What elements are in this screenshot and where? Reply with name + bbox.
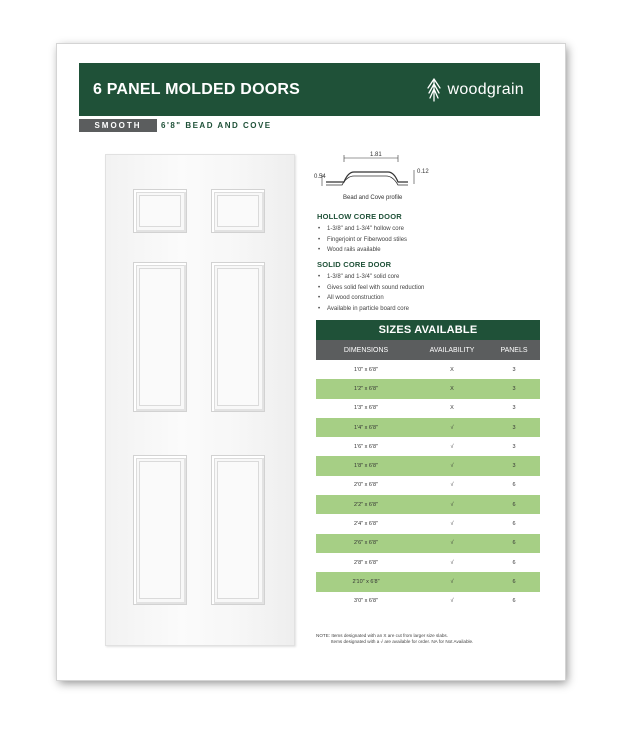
dimension-cell: 1'8" x 6'8" (353, 463, 379, 470)
dimension-cell: 2'4" x 6'8" (353, 521, 379, 528)
availability-cell: √ (450, 443, 454, 450)
pine-tree-icon (427, 78, 441, 102)
table-row (316, 495, 540, 514)
column-header-panels: PANELS (500, 346, 528, 354)
solid-core-section (317, 260, 542, 314)
profile-width-label: 1.81 (370, 152, 382, 158)
page-title: 6 PANEL MOLDED DOORS (93, 81, 300, 98)
profile-caption: Bead and Cove profile (343, 195, 403, 201)
dimension-cell: 2'8" x 6'8" (353, 559, 379, 566)
brand-name: woodgrain (447, 81, 524, 98)
panels-cell: 3 (512, 366, 516, 373)
dimension-cell: 2'0" x 6'8" (353, 482, 379, 489)
dimension-cell: 1'0" x 6'8" (353, 366, 379, 373)
solid-core-item: • All wood construction (317, 293, 542, 304)
header-banner (79, 63, 540, 116)
availability-cell: X (450, 366, 454, 373)
solid-core-item: • Available in particle board core (317, 304, 542, 315)
table-row (316, 572, 540, 591)
availability-cell: √ (450, 540, 454, 547)
footnote-line-2: Items designated with a √ are available for order. NA for Not Available. (331, 639, 474, 644)
availability-cell: √ (450, 521, 454, 528)
sizes-rows (316, 360, 540, 611)
table-row (316, 437, 540, 456)
door-image (105, 154, 295, 646)
table-row (316, 379, 540, 398)
dimension-cell: 2'10" x 6'8" (352, 578, 380, 585)
panels-cell: 6 (512, 559, 516, 566)
table-row (316, 476, 540, 495)
hollow-core-item: • Fingerjoint or Fiberwood stiles (317, 235, 542, 246)
brand-logo (427, 77, 524, 103)
column-header-dimensions: DIMENSIONS (343, 346, 389, 354)
panels-cell: 3 (512, 385, 516, 392)
sizes-table (316, 320, 540, 611)
column-header-availability: AVAILABILITY (429, 346, 475, 354)
solid-core-heading: SOLID CORE DOOR (317, 260, 392, 269)
footnote-line-1: NOTE: Items designated with an X are cut from larger size slabs. (316, 633, 448, 638)
availability-cell: X (450, 385, 454, 392)
table-row (316, 592, 540, 611)
panels-cell: 3 (512, 463, 516, 470)
availability-cell: √ (450, 482, 454, 489)
availability-cell: √ (450, 559, 454, 566)
solid-core-item: • Gives solid feel with sound reduction (317, 283, 542, 294)
panels-cell: 6 (512, 598, 516, 605)
dimension-cell: 2'2" x 6'8" (353, 501, 379, 508)
panels-cell: 6 (512, 521, 516, 528)
table-row (316, 360, 540, 379)
solid-core-item: • 1-3/8" and 1-3/4" solid core (317, 272, 542, 283)
table-row (316, 534, 540, 553)
panels-cell: 3 (512, 443, 516, 450)
hollow-core-item: • 1-3/8" and 1-3/4" hollow core (317, 224, 542, 235)
door-panel (133, 262, 187, 412)
profile-label: 6'8" BEAD AND COVE (161, 121, 272, 130)
panels-cell: 6 (512, 578, 516, 585)
dimension-cell: 3'0" x 6'8" (353, 598, 379, 605)
panels-cell: 6 (512, 540, 516, 547)
door-panel (211, 455, 265, 605)
dimension-cell: 1'2" x 6'8" (353, 385, 379, 392)
hollow-core-item: • Wood rails available (317, 245, 542, 256)
dimension-cell: 1'4" x 6'8" (353, 424, 379, 431)
hollow-core-heading: HOLLOW CORE DOOR (317, 212, 402, 221)
footnote (316, 633, 546, 645)
panels-cell: 6 (512, 501, 516, 508)
dimension-cell: 1'3" x 6'8" (353, 405, 379, 412)
table-row (316, 418, 540, 437)
table-row (316, 456, 540, 475)
table-row (316, 553, 540, 572)
availability-cell: X (450, 405, 454, 412)
panels-cell: 6 (512, 482, 516, 489)
hollow-core-section (317, 212, 542, 256)
availability-cell: √ (450, 578, 454, 585)
subheader-bar (79, 119, 272, 132)
door-panel (211, 189, 265, 233)
door-panel (133, 189, 187, 233)
panels-cell: 3 (512, 424, 516, 431)
sizes-column-headers (316, 340, 540, 360)
profile-depth-label: 0.12 (417, 169, 429, 175)
availability-cell: √ (450, 463, 454, 470)
spec-sheet (57, 44, 565, 680)
dimension-cell: 1'6" x 6'8" (353, 443, 379, 450)
door-panel (133, 455, 187, 605)
table-row (316, 514, 540, 533)
panels-cell: 3 (512, 405, 516, 412)
table-row (316, 399, 540, 418)
availability-cell: √ (450, 424, 454, 431)
availability-cell: √ (450, 598, 454, 605)
sizes-heading: SIZES AVAILABLE (316, 320, 540, 340)
dimension-cell: 2'6" x 6'8" (353, 540, 379, 547)
door-panel (211, 262, 265, 412)
profile-height-label: 0.54 (314, 174, 326, 180)
availability-cell: √ (450, 501, 454, 508)
finish-label: SMOOTH (79, 119, 157, 132)
